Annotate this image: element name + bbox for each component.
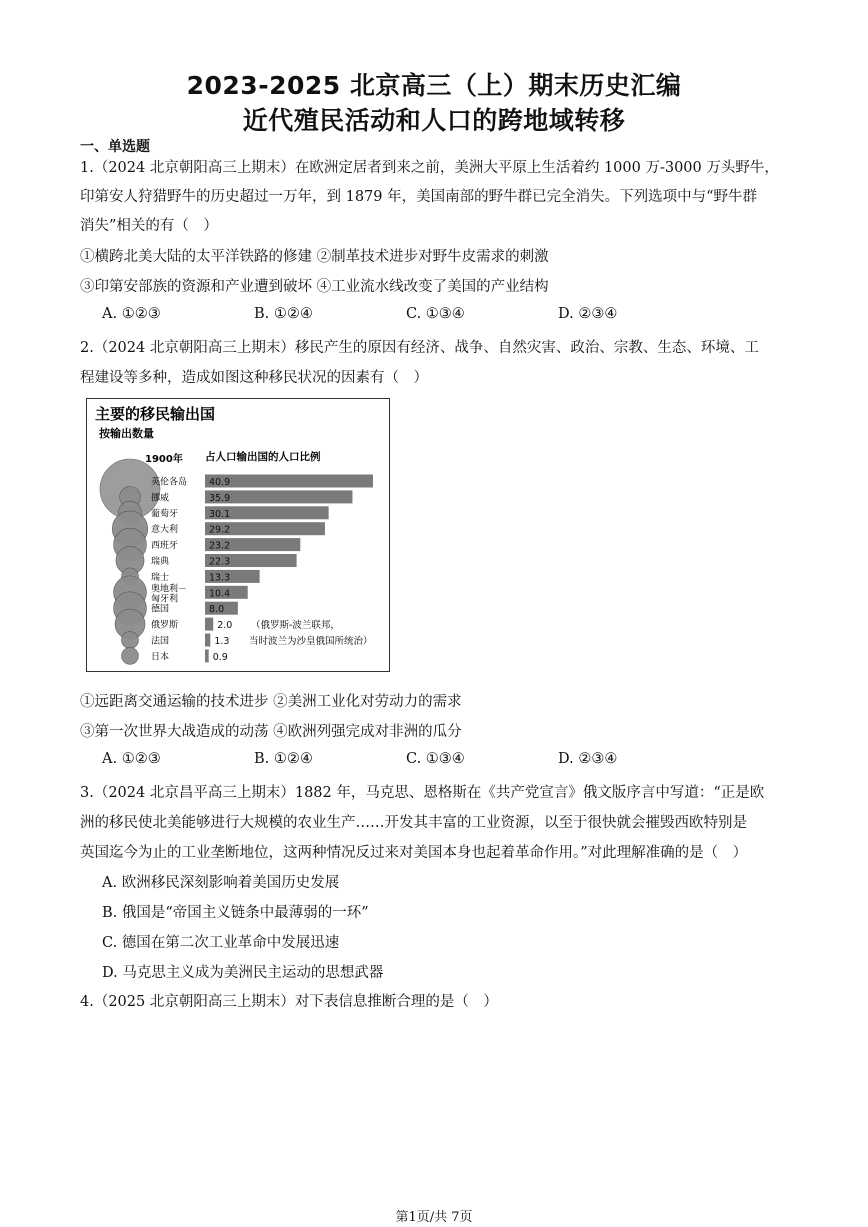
bar-value-label: 29.2 — [209, 524, 231, 536]
chart-subtitle: 按输出数量 — [99, 427, 154, 440]
page-footer: 第1页/共 7页 — [395, 1210, 473, 1225]
bar-value-label: 35.9 — [209, 492, 231, 504]
category-label: 法国 — [151, 636, 170, 647]
option-a[interactable]: A. 欧洲移民深刻影响着美国历史发展 — [102, 875, 340, 891]
bar — [205, 634, 210, 647]
category-label: 意大利 — [151, 525, 179, 536]
option-a[interactable]: A. ①②③ — [102, 306, 161, 322]
category-label: 德国 — [151, 604, 170, 615]
option-b[interactable]: B. 俄国是“帝国主义链条中最薄弱的一环” — [102, 905, 369, 921]
category-label: 匈牙利 — [151, 594, 179, 605]
category-label: 瑞典 — [151, 557, 170, 567]
bar-value-label: 23.2 — [209, 540, 231, 552]
option-d[interactable]: D. 马克思主义成为美洲民主运动的思想武器 — [102, 965, 384, 981]
page-title: 2023-2025 北京高三（上）期末历史汇编 — [186, 71, 682, 100]
option-a[interactable]: A. ①②③ — [102, 751, 161, 767]
bar-value-label: 30.1 — [209, 508, 231, 520]
category-label: 奥地利－ — [151, 584, 188, 595]
option-c[interactable]: C. ①③④ — [406, 751, 465, 767]
q2-statement: ①远距离交通运输的技术进步 ②美洲工业化对劳动力的需求 — [80, 694, 462, 710]
bar-value-label: 0.9 — [212, 651, 228, 663]
category-label: 西班牙 — [151, 541, 179, 552]
chart-note: 当时波兰为沙皇俄国所统治） — [249, 636, 373, 647]
bar-value-label: 13.3 — [209, 572, 231, 584]
bar-value-label: 8.0 — [209, 604, 225, 616]
emigration-chart — [86, 398, 390, 672]
bar — [205, 649, 209, 662]
q2-line: 2.（2024 北京朝阳高三上期末）移民产生的原因有经济、战争、自然灾害、政治、宗教、生态、环境、工 — [80, 340, 759, 356]
q4-line: 4.（2025 北京朝阳高三上期末）对下表信息推断合理的是（ ） — [80, 994, 498, 1010]
q1-options — [102, 306, 617, 322]
page-subtitle: 近代殖民活动和人口的跨地域转移 — [242, 106, 626, 135]
option-c[interactable]: C. 德国在第二次工业革命中发展迅速 — [102, 935, 340, 951]
bar-value-label: 2.0 — [217, 620, 233, 632]
bar-value-label: 22.3 — [209, 556, 231, 568]
category-label: 葡萄牙 — [151, 509, 179, 520]
bar-value-label: 40.9 — [209, 477, 231, 488]
q2-statement: ③第一次世界大战造成的动荡 ④欧洲列强完成对非洲的瓜分 — [80, 724, 462, 740]
option-d[interactable]: D. ②③④ — [558, 306, 618, 322]
bar — [205, 475, 373, 488]
bar-value-label: 10.4 — [209, 588, 231, 600]
category-label: 挪威 — [151, 493, 170, 504]
emigration-bubble — [122, 647, 139, 664]
option-c[interactable]: C. ①③④ — [406, 306, 465, 322]
q2-options — [102, 751, 617, 767]
q1-line: 印第安人狩猎野牛的历史超过一万年，到 1879 年，美国南部的野牛群已完全消失。下列选项中与“野牛群 — [80, 189, 758, 205]
bar — [205, 618, 213, 631]
chart-title: 主要的移民输出国 — [95, 405, 216, 423]
category-label: 日本 — [151, 652, 170, 663]
q3-line: 英国迄今为止的工业垄断地位，这两种情况反过来对美国本身也起着革命作用。”对此理解准确的是（ ） — [80, 845, 748, 861]
option-d[interactable]: D. ②③④ — [558, 751, 618, 767]
option-b[interactable]: B. ①②④ — [254, 751, 313, 767]
q3-line: 3.（2024 北京昌平高三上期末）1882 年，马克思、恩格斯在《共产党宣言》俄文版序言中写道：“正是欧 — [80, 785, 765, 801]
q3-line: 洲的移民使北美能够进行大规模的农业生产……开发其丰富的工业资源，以至于很快就会摧毁西欧特别是 — [80, 815, 747, 831]
bar-value-label: 1.3 — [214, 636, 230, 647]
q1-line: ①横跨北美大陆的太平洋铁路的修建 ②制革技术进步对野牛皮需求的刺激 — [80, 249, 549, 265]
section-heading: 一、单选题 — [80, 139, 150, 155]
q1-line: 消失”相关的有（ ） — [80, 218, 218, 234]
category-label: 瑞士 — [151, 572, 170, 583]
emigration-bubble — [122, 632, 139, 649]
category-label: 英伦各岛 — [151, 477, 188, 488]
chart-note: （俄罗斯-波兰联邦， — [251, 620, 340, 632]
category-label: 俄罗斯 — [151, 620, 179, 631]
q1-line: 1.（2024 北京朝阳高三上期末）在欧洲定居者到来之前，美洲大平原上生活着约 1000 万-3000 万头野牛， — [80, 160, 779, 176]
option-b[interactable]: B. ①②④ — [254, 306, 313, 322]
chart-bar-header: 占人口输出国的人口比例 — [205, 451, 321, 463]
q2-line: 程建设等多种，造成如图这种移民状况的因素有（ ） — [80, 370, 428, 386]
q1-line: ③印第安部族的资源和产业遭到破坏 ④工业流水线改变了美国的产业结构 — [80, 279, 549, 295]
chart-year-label: 1900年 — [145, 454, 183, 465]
